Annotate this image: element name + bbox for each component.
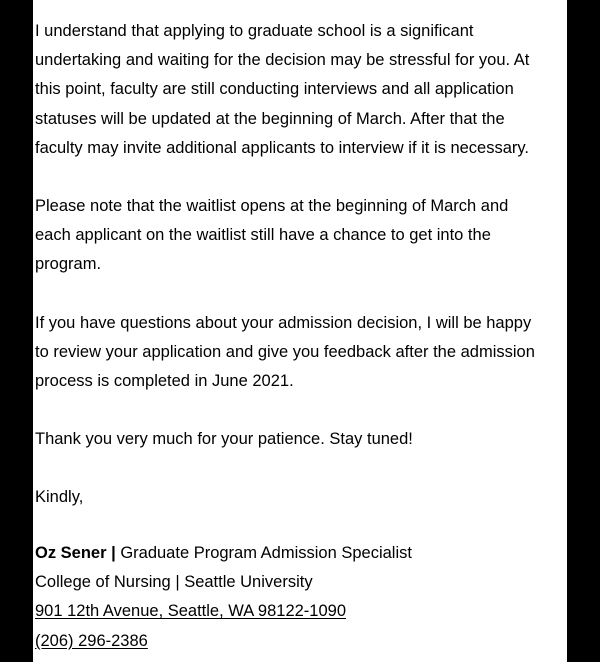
paragraph-decision-timeline [35, 17, 567, 163]
paragraph-thanks [35, 425, 567, 454]
signature-organization: College of Nursing | Seattle University [35, 573, 313, 592]
paragraph-line: each applicant on the waitlist still have a chance to get into the [35, 226, 491, 245]
signature-phone-line [35, 627, 567, 656]
paragraph-line: program. [35, 255, 102, 274]
email-body [33, 0, 567, 662]
signature-name-line [35, 539, 567, 568]
paragraph-waitlist [35, 192, 567, 280]
paragraph-line: I understand that applying to graduate school is a significant [35, 22, 474, 40]
signature-title: Graduate Program Admission Specialist [115, 543, 412, 562]
signature-address-link[interactable]: 901 12th Avenue, Seattle, WA 98122-1090 [35, 602, 346, 621]
paragraph-line: this point, faculty are still conducting interviews and all application [35, 80, 514, 99]
paragraph-line: process is completed in June 2021. [35, 372, 294, 391]
paragraph-line: undertaking and waiting for the decision may be stressful for you. At [35, 51, 530, 70]
paragraph-line: Thank you very much for your patience. Stay tuned! [35, 430, 413, 449]
paragraph-line: Please note that the waitlist opens at the beginning of March and [35, 197, 509, 216]
signature-phone-link[interactable]: (206) 296-2386 [35, 631, 148, 650]
signoff: Kindly, [35, 488, 84, 507]
paragraph-line: to review your application and give you feedback after the admission [35, 342, 535, 361]
signature-block [35, 539, 567, 657]
signature-address-line [35, 597, 567, 626]
paragraph-line: faculty may invite additional applicants to interview if it is necessary. [35, 138, 530, 157]
paragraph-line: statuses will be updated at the beginning of March. After that the [35, 109, 505, 128]
signature-name: Oz Sener | [35, 543, 116, 562]
paragraph-line: If you have questions about your admission decision, I will be happy [35, 313, 532, 332]
paragraph-questions [35, 309, 567, 397]
